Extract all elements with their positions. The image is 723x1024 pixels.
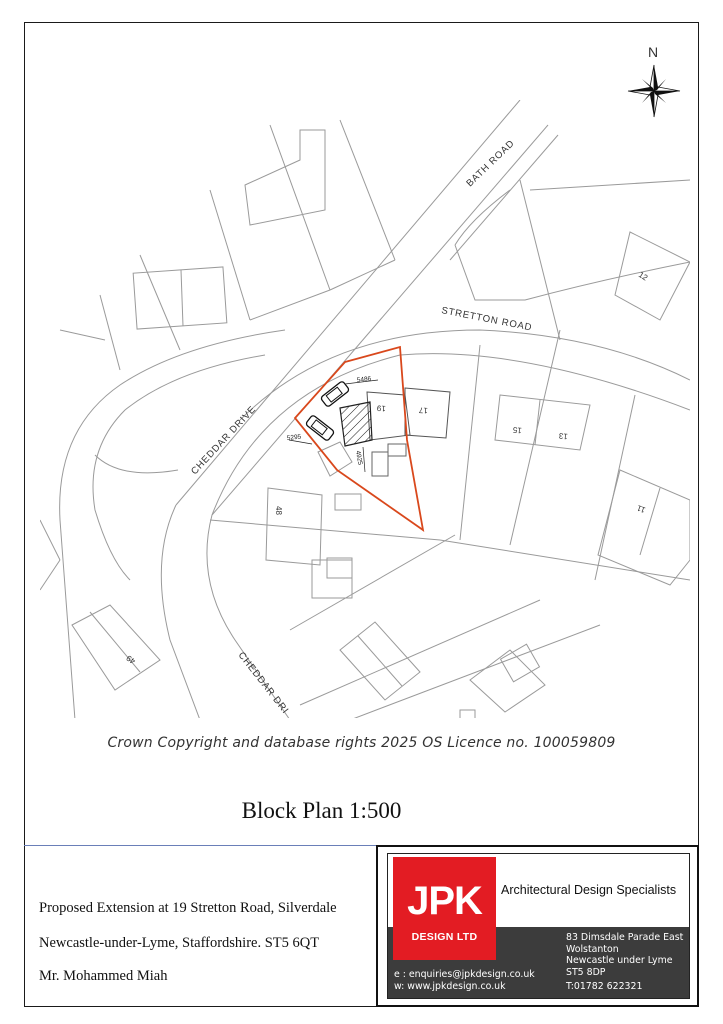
- subject-property: [289, 380, 450, 476]
- project-line-1: Proposed Extension at 19 Stretton Road, Silverdale: [39, 900, 337, 916]
- road-label-cheddar-drive-north: CHEDDAR DRIVE: [189, 403, 259, 478]
- road-label-bath-road: BATH ROAD: [464, 137, 518, 190]
- title-block-inner: [387, 853, 690, 999]
- address-line: ST5 8DP: [566, 966, 606, 978]
- proposed-extension-hatch: [340, 402, 372, 446]
- plan-title: Block Plan 1:500: [241, 798, 402, 823]
- dimension-label-1: 5486: [356, 375, 372, 384]
- north-label: N: [648, 44, 659, 60]
- address-line: Wolstanton: [566, 943, 619, 955]
- road-edge: [455, 245, 690, 300]
- dimension-label-3: 4925: [354, 450, 364, 466]
- plot-number-49: 49: [124, 653, 138, 666]
- company-tagline: Architectural Design Specialists: [501, 883, 677, 897]
- road-label-stretton-road: STRETTON ROAD: [440, 305, 534, 334]
- road-edge: [95, 455, 178, 473]
- project-line-2: Newcastle-under-Lyme, Staffordshire. ST5 6QT: [39, 935, 320, 951]
- client-name: Mr. Mohammed Miah: [39, 968, 168, 984]
- title-block: [376, 845, 699, 1007]
- plot-number-12: 12: [636, 270, 650, 283]
- title-divider: [24, 845, 376, 846]
- plot-number-19: 19: [376, 403, 387, 413]
- address-line: 83 Dimsdale Parade East: [566, 932, 684, 943]
- company-website[interactable]: w: www.jpkdesign.co.uk: [394, 981, 506, 992]
- dimension-label-2: 5295: [286, 433, 302, 442]
- company-email[interactable]: e : enquiries@jpkdesign.co.uk: [394, 969, 535, 980]
- road-label-cheddar-drive-south: CHEDDAR DRI: [235, 650, 291, 717]
- plot-number-15: 15: [512, 425, 523, 435]
- jpk-logo: [393, 857, 496, 960]
- copyright-notice: Crown Copyright and database rights 2025 OS Licence no. 100059809: [107, 735, 616, 751]
- plot-number-13: 13: [558, 431, 569, 441]
- road-edge: [161, 505, 200, 720]
- north-compass-icon: [628, 65, 680, 117]
- company-address: [566, 932, 683, 978]
- address-line: Newcastle under Lyme: [566, 955, 673, 967]
- logo-main-text: JPK: [407, 879, 482, 923]
- road-edge: [240, 330, 690, 420]
- company-phone: T:01782 622321: [566, 981, 643, 992]
- plot-number-11: 11: [635, 503, 647, 515]
- road-edge: [93, 355, 265, 580]
- plot-number-48: 48: [274, 506, 283, 515]
- logo-sub-text: DESIGN LTD: [411, 931, 478, 943]
- road-edge: [455, 190, 510, 245]
- road-edge: [207, 515, 290, 720]
- plot-number-17: 17: [418, 405, 429, 415]
- company-contact: [394, 969, 535, 993]
